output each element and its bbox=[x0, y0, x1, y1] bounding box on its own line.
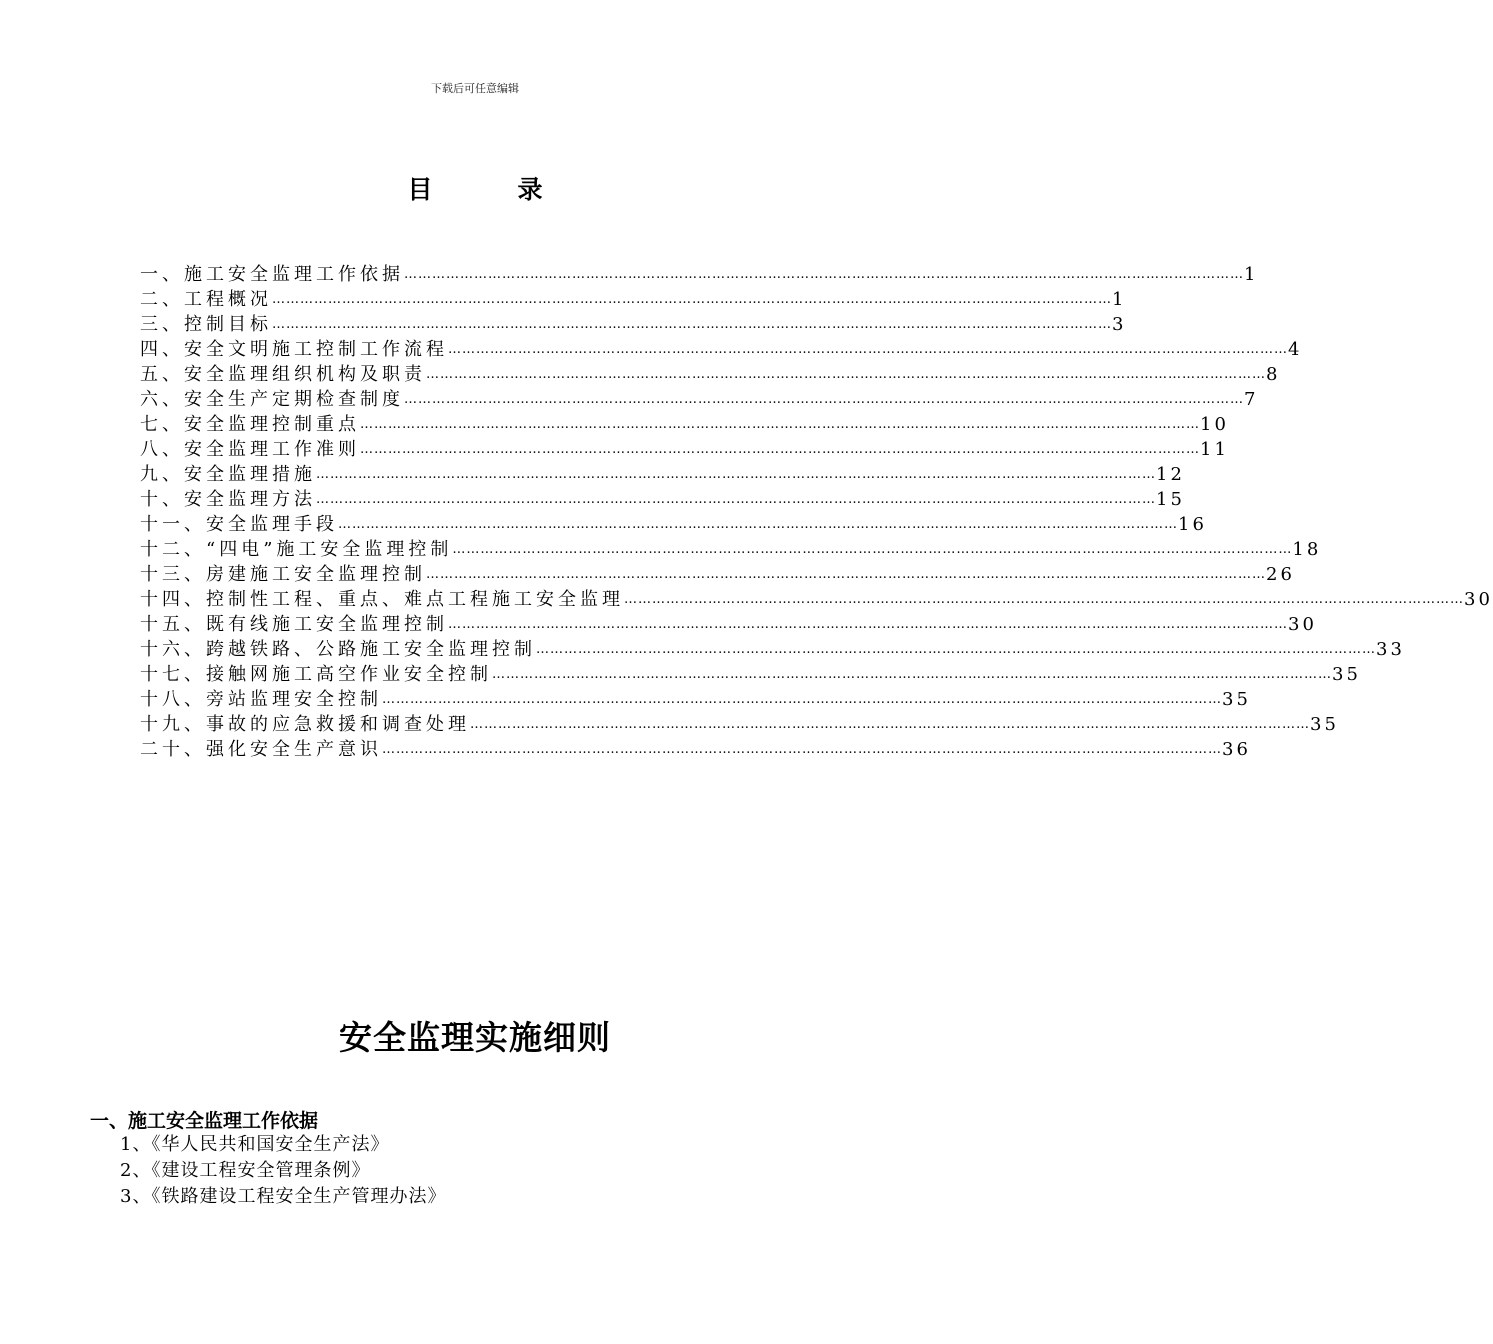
toc-entry-text: 十一、安全监理手段 bbox=[140, 514, 338, 535]
toc-leader-dots: ……………………………………………………………………………………………………………………………………………………………… bbox=[452, 542, 1293, 557]
toc-entry bbox=[140, 512, 1207, 537]
toc-leader-dots: ……………………………………………………………………………………………………………………………………………………………… bbox=[426, 367, 1266, 382]
toc-entry-page: 7 bbox=[1244, 389, 1259, 410]
toc-entry-page: 3 bbox=[1112, 314, 1127, 335]
toc-entry-page: 15 bbox=[1156, 489, 1185, 510]
toc-entry bbox=[140, 287, 1127, 312]
toc-entry bbox=[140, 687, 1251, 712]
section-heading: 一、施工安全监理工作依据 bbox=[90, 1110, 319, 1132]
toc-leader-dots: ……………………………………………………………………………………………………………………………………………………………… bbox=[338, 517, 1178, 532]
toc-leader-dots: ……………………………………………………………………………………………………………………………………………………………… bbox=[360, 442, 1200, 457]
toc-entry-page: 30 bbox=[1288, 614, 1317, 635]
toc-title-left: 目 bbox=[407, 175, 433, 204]
toc-entry bbox=[140, 362, 1281, 387]
toc-entry-text: 十八、旁站监理安全控制 bbox=[140, 689, 382, 710]
toc-entry-text: 十四、控制性工程、重点、难点工程施工安全监理 bbox=[140, 589, 624, 610]
toc-entry-page: 26 bbox=[1266, 564, 1295, 585]
toc-entry bbox=[140, 437, 1229, 462]
toc-entry bbox=[140, 487, 1185, 512]
document-title: 安全监理实施细则 bbox=[339, 1018, 611, 1057]
toc-entry-text: 八、安全监理工作准则 bbox=[140, 439, 360, 460]
toc-entry bbox=[140, 587, 1493, 612]
toc-entry-text: 二、工程概况 bbox=[140, 289, 272, 310]
toc-leader-dots: ……………………………………………………………………………………………………………………………………………………………… bbox=[404, 392, 1244, 407]
toc-leader-dots: ……………………………………………………………………………………………………………………………………………………………… bbox=[316, 467, 1156, 482]
toc-entry bbox=[140, 387, 1259, 412]
toc-entry-text: 四、安全文明施工控制工作流程 bbox=[140, 339, 448, 360]
toc-entry-text: 十三、房建施工安全监理控制 bbox=[140, 564, 426, 585]
toc-leader-dots: ……………………………………………………………………………………………………………………………………………………………… bbox=[316, 492, 1156, 507]
table-of-contents bbox=[140, 262, 1493, 762]
toc-leader-dots: ……………………………………………………………………………………………………………………………………………………………… bbox=[492, 667, 1332, 682]
toc-entry-text: 二十、强化安全生产意识 bbox=[140, 739, 382, 760]
toc-entry-text: 三、控制目标 bbox=[140, 314, 272, 335]
toc-entry bbox=[140, 262, 1259, 287]
toc-leader-dots: ……………………………………………………………………………………………………………………………………………………………… bbox=[382, 742, 1222, 757]
reference-item: 3、《铁路建设工程安全生产管理办法》 bbox=[120, 1186, 447, 1207]
toc-entry-page: 35 bbox=[1222, 689, 1251, 710]
reference-list bbox=[120, 1132, 446, 1210]
toc-entry bbox=[140, 712, 1339, 737]
toc-entry bbox=[140, 612, 1317, 637]
reference-item: 1、《华人民共和国安全生产法》 bbox=[120, 1134, 390, 1155]
toc-entry-page: 1 bbox=[1112, 289, 1127, 310]
toc-entry-text: 一、施工安全监理工作依据 bbox=[140, 264, 404, 285]
toc-entry-page: 35 bbox=[1332, 664, 1361, 685]
toc-entry-text: 九、安全监理措施 bbox=[140, 464, 316, 485]
toc-title bbox=[0, 170, 950, 206]
toc-entry-page: 30 bbox=[1464, 589, 1493, 610]
toc-leader-dots: ……………………………………………………………………………………………………………………………………………………………… bbox=[448, 342, 1288, 357]
toc-entry bbox=[140, 462, 1185, 487]
toc-leader-dots: ……………………………………………………………………………………………………………………………………………………………… bbox=[382, 692, 1222, 707]
toc-entry-page: 10 bbox=[1200, 414, 1229, 435]
toc-entry bbox=[140, 412, 1229, 437]
toc-entry-page: 8 bbox=[1266, 364, 1281, 385]
toc-entry-text: 十五、既有线施工安全监理控制 bbox=[140, 614, 448, 635]
toc-entry-text: 十七、接触网施工高空作业安全控制 bbox=[140, 664, 492, 685]
toc-leader-dots: ……………………………………………………………………………………………………………………………………………………………… bbox=[404, 267, 1244, 282]
reference-item: 2、《建设工程安全管理条例》 bbox=[120, 1160, 371, 1181]
toc-entry-page: 36 bbox=[1222, 739, 1251, 760]
toc-entry-text: 七、安全监理控制重点 bbox=[140, 414, 360, 435]
toc-leader-dots: ……………………………………………………………………………………………………………………………………………………………… bbox=[272, 317, 1112, 332]
toc-entry-text: 六、安全生产定期检查制度 bbox=[140, 389, 404, 410]
toc-entry-page: 16 bbox=[1178, 514, 1207, 535]
toc-leader-dots: ……………………………………………………………………………………………………………………………………………………………… bbox=[272, 292, 1112, 307]
toc-entry-text: 五、安全监理组织机构及职责 bbox=[140, 364, 426, 385]
toc-entry bbox=[140, 737, 1251, 762]
toc-entry bbox=[140, 337, 1303, 362]
toc-leader-dots: ……………………………………………………………………………………………………………………………………………………………… bbox=[360, 417, 1200, 432]
toc-entry-page: 12 bbox=[1156, 464, 1185, 485]
toc-entry-page: 11 bbox=[1200, 439, 1229, 460]
toc-entry-text: 十、安全监理方法 bbox=[140, 489, 316, 510]
header-note: 下载后可任意编辑 bbox=[431, 82, 519, 95]
toc-leader-dots: ……………………………………………………………………………………………………………………………………………………………… bbox=[426, 567, 1266, 582]
toc-entry-page: 35 bbox=[1310, 714, 1339, 735]
toc-leader-dots: ……………………………………………………………………………………………………………………………………………………………… bbox=[448, 617, 1288, 632]
toc-entry-page: 4 bbox=[1288, 339, 1303, 360]
toc-entry-page: 18 bbox=[1292, 539, 1322, 560]
toc-entry bbox=[140, 562, 1295, 587]
toc-entry-page: 33 bbox=[1376, 639, 1405, 660]
toc-entry-text: 十二、“四电”施工安全监理控制 bbox=[140, 539, 453, 560]
toc-entry-text: 十九、事故的应急救援和调查处理 bbox=[140, 714, 470, 735]
toc-leader-dots: ……………………………………………………………………………………………………………………………………………………………… bbox=[536, 642, 1376, 657]
toc-title-right: 录 bbox=[517, 175, 543, 204]
toc-leader-dots: ……………………………………………………………………………………………………………………………………………………………… bbox=[624, 592, 1464, 607]
toc-entry-page: 1 bbox=[1244, 264, 1259, 285]
toc-leader-dots: ……………………………………………………………………………………………………………………………………………………………… bbox=[470, 717, 1310, 732]
toc-entry bbox=[140, 637, 1405, 662]
toc-entry-text: 十六、跨越铁路、公路施工安全监理控制 bbox=[140, 639, 536, 660]
toc-entry bbox=[140, 537, 1322, 562]
toc-entry bbox=[140, 662, 1361, 687]
toc-entry bbox=[140, 312, 1127, 337]
